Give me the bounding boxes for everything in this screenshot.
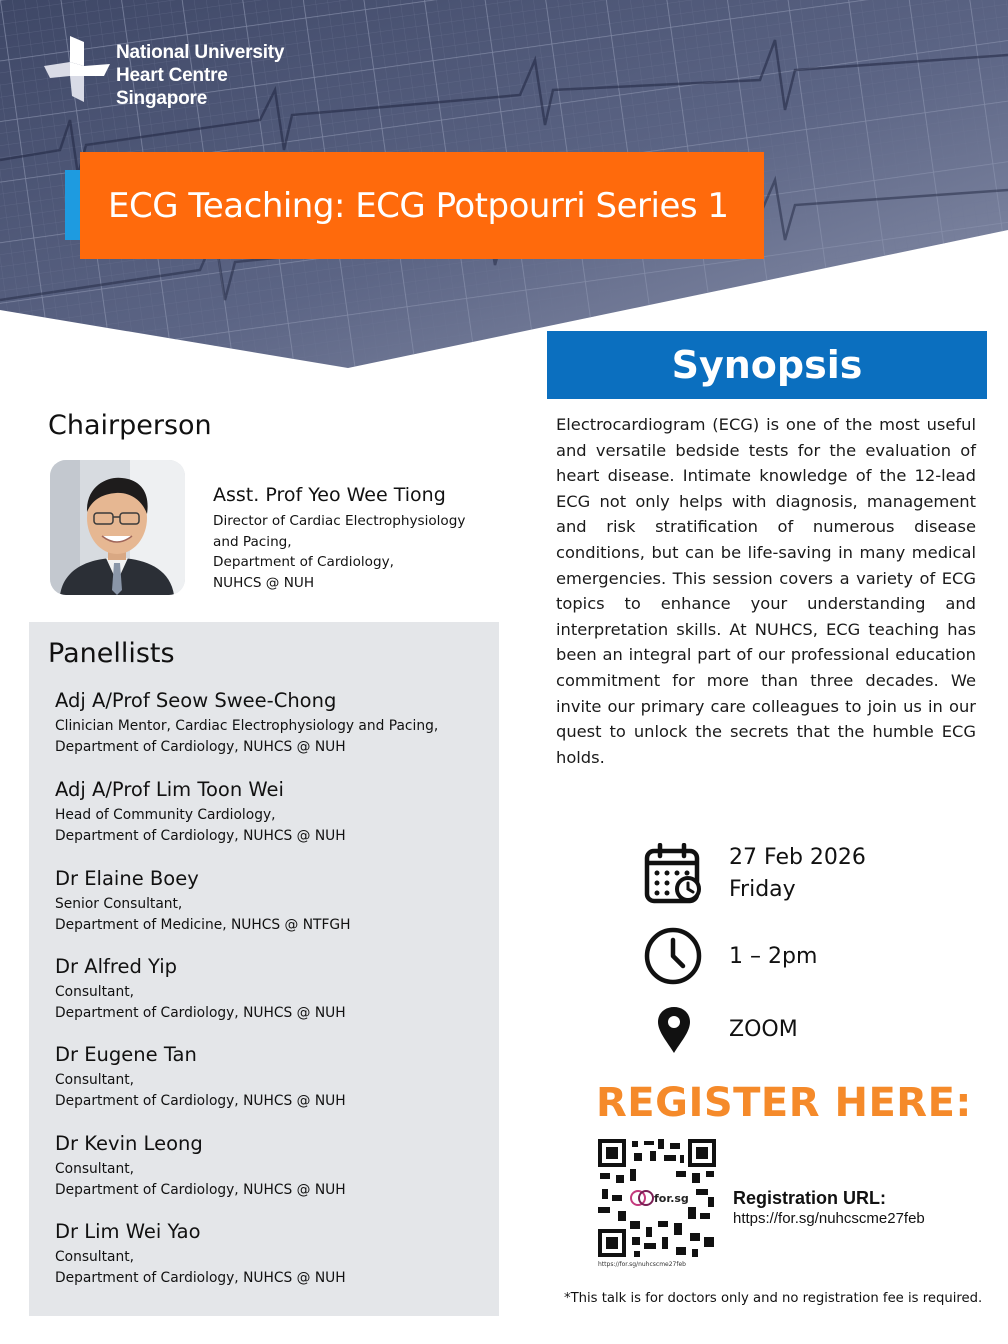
org-name-line1: National University	[116, 42, 285, 63]
registration-qr-code[interactable]	[596, 1137, 718, 1259]
panellist-role-line: Department of Cardiology, NUHCS @ NUH	[55, 1093, 346, 1109]
event-title: ECG Teaching: ECG Potpourri Series 1	[108, 185, 729, 226]
event-date: 27 Feb 2026	[729, 845, 866, 870]
panellist-role-line: Consultant,	[55, 1249, 134, 1265]
registration-url-link[interactable]: https://for.sg/nuhcscme27feb	[733, 1210, 925, 1227]
panellist-role-line: Department of Cardiology, NUHCS @ NUH	[55, 1182, 346, 1198]
panellist-name: Adj A/Prof Lim Toon Wei	[55, 778, 284, 801]
panellist-role-line: Department of Cardiology, NUHCS @ NUH	[55, 1270, 346, 1286]
panellist-name: Dr Elaine Boey	[55, 867, 199, 890]
nuhcs-logo	[44, 36, 284, 110]
synopsis-heading: Synopsis	[547, 331, 987, 399]
panellist-entry	[55, 688, 438, 758]
panellist-entry	[55, 1131, 346, 1201]
title-banner	[80, 152, 764, 259]
chairperson-role-line: NUHCS @ NUH	[213, 574, 315, 591]
panellist-entry	[55, 777, 346, 847]
panellist-role	[55, 1159, 346, 1201]
chairperson-name: Asst. Prof Yeo Wee Tiong	[213, 484, 446, 506]
panellist-role	[55, 894, 350, 936]
panellist-role	[55, 1247, 346, 1289]
event-day: Friday	[729, 877, 796, 902]
org-name-line3: Singapore	[116, 88, 208, 109]
event-date-block	[729, 842, 866, 906]
panellist-name: Dr Lim Wei Yao	[55, 1220, 201, 1243]
panellist-entry	[55, 954, 346, 1024]
heart-centre-logo-icon	[44, 36, 110, 102]
qr-logo-text: for.sg	[654, 1192, 689, 1205]
registration-url-label: Registration URL:	[733, 1188, 886, 1208]
title-accent-bar	[65, 170, 81, 240]
synopsis-text: Electrocardiogram (ECG) is one of the most useful and versatile bedside tests for the evaluation of heart disease. Intimate knowledge of the 12-lead ECG not only helps with diagnosis, management and risk stratification of numerous disease conditions, but can be life-saving in many medical emergencies. This session covers a variety of ECG topics to enhance your understanding and interpretation skills. At NUHCS, ECG teaching has been an integral part of our professional education commitment for more than three decades. We invite our primary care colleagues to join us in our quest to unlock the secrets that the humble ECG holds.	[556, 415, 976, 767]
panellist-role-line: Clinician Mentor, Cardiac Electrophysiology and Pacing,	[55, 718, 439, 734]
panellist-entry	[55, 1042, 346, 1112]
panellist-name: Dr Eugene Tan	[55, 1043, 197, 1066]
chairperson-role-line: Department of Cardiology,	[213, 554, 394, 570]
panellist-role	[55, 1070, 346, 1112]
panellist-role-line: Consultant,	[55, 1161, 134, 1177]
panellist-role-line: Department of Cardiology, NUHCS @ NUH	[55, 739, 346, 755]
panellist-role-line: Senior Consultant,	[55, 896, 183, 912]
panellist-role	[55, 982, 346, 1024]
panellist-name: Dr Kevin Leong	[55, 1132, 203, 1155]
org-name	[116, 41, 284, 110]
chairperson-photo	[50, 460, 185, 595]
register-heading: REGISTER HERE:	[596, 1080, 972, 1126]
chairperson-heading: Chairperson	[48, 410, 212, 441]
panellist-role-line: Department of Cardiology, NUHCS @ NUH	[55, 828, 346, 844]
panellist-entry	[55, 1219, 346, 1289]
clock-icon	[643, 926, 703, 986]
qr-caption: https://for.sg/nuhcscme27feb	[598, 1261, 686, 1268]
panellists-panel	[29, 622, 499, 1316]
footnote: *This talk is for doctors only and no registration fee is required.	[564, 1291, 983, 1306]
panellist-role	[55, 716, 438, 758]
panellist-role-line: Consultant,	[55, 1072, 134, 1088]
location-pin-icon	[656, 1005, 692, 1055]
panellist-name: Dr Alfred Yip	[55, 955, 178, 978]
org-name-line2: Heart Centre	[116, 65, 228, 86]
chairperson-role-line: and Pacing,	[213, 533, 292, 550]
calendar-icon	[643, 843, 703, 905]
panellist-role-line: Consultant,	[55, 984, 134, 1000]
event-time: 1 – 2pm	[729, 944, 818, 969]
chairperson-role	[213, 511, 465, 593]
panellist-role-line: Department of Cardiology, NUHCS @ NUH	[55, 1005, 346, 1021]
panellist-role-line: Department of Medicine, NUHCS @ NTFGH	[55, 917, 351, 933]
panellist-role-line: Head of Community Cardiology,	[55, 807, 276, 823]
panellist-role	[55, 805, 346, 847]
chairperson-role-line: Director of Cardiac Electrophysiology	[213, 513, 466, 529]
panellist-entry	[55, 866, 350, 936]
panellists-heading: Panellists	[48, 638, 175, 669]
panellist-name: Adj A/Prof Seow Swee-Chong	[55, 689, 337, 712]
event-venue: ZOOM	[729, 1017, 798, 1042]
